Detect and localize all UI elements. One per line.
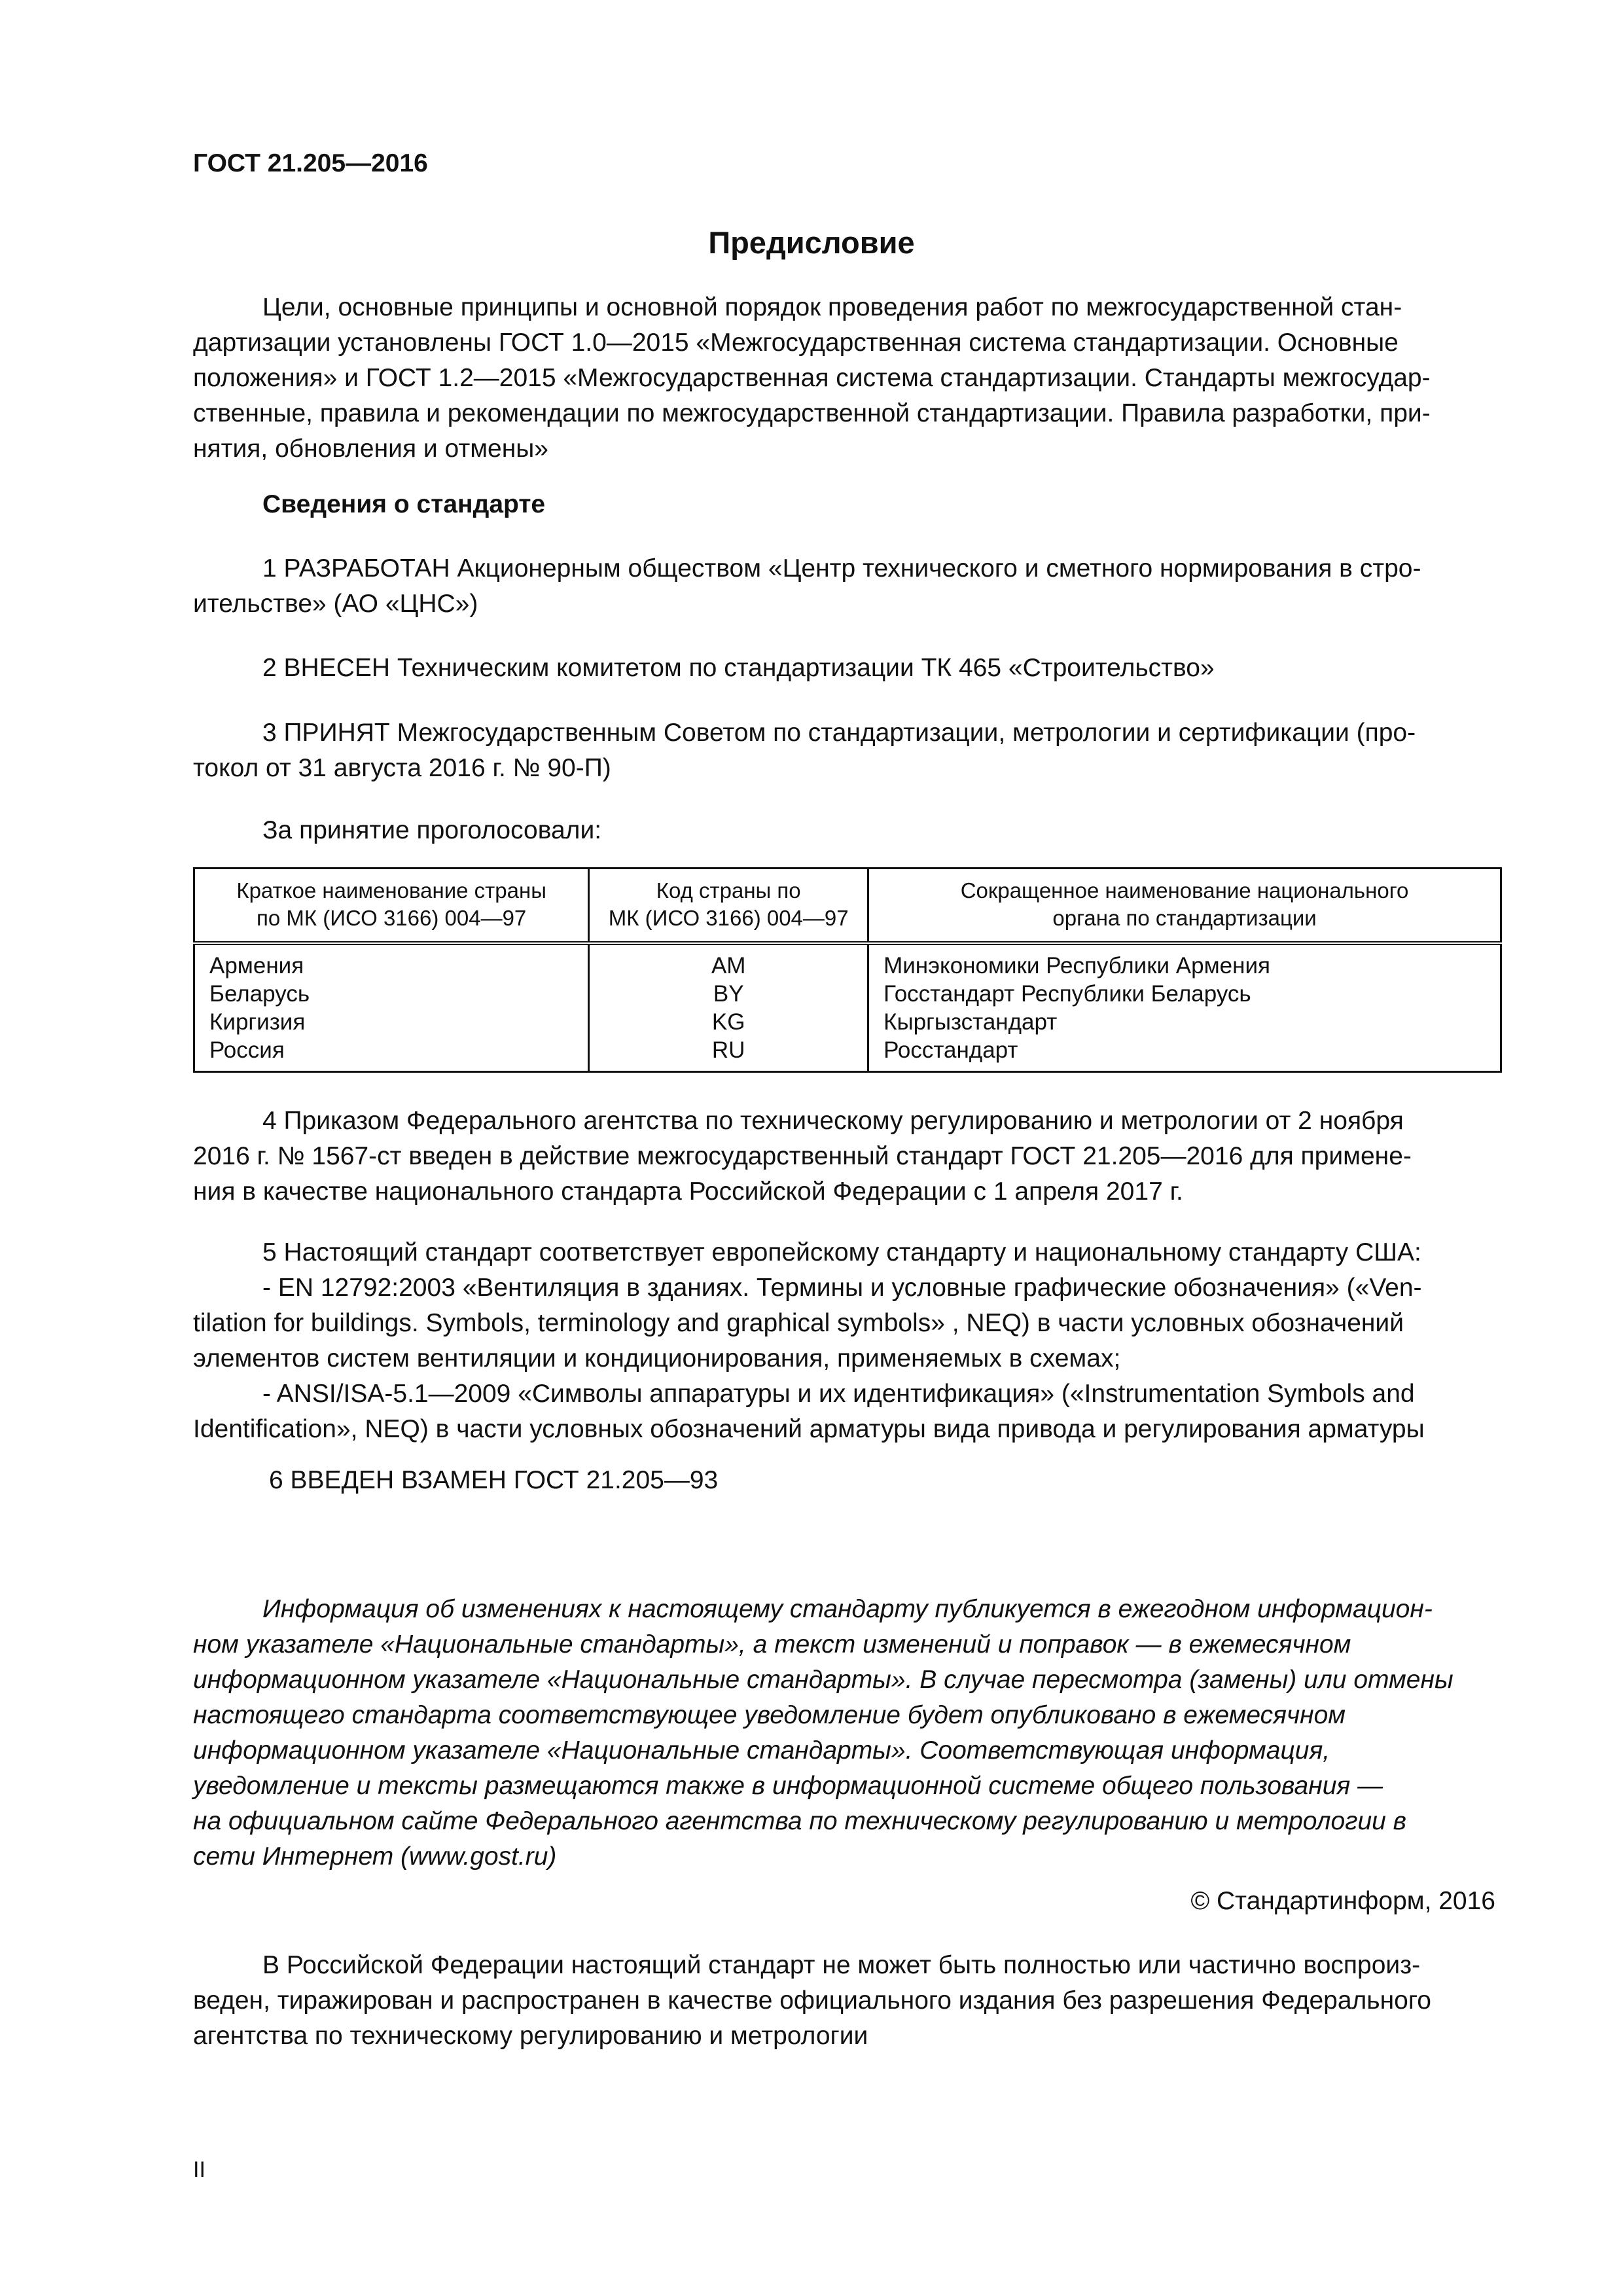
country-code: BY — [713, 981, 744, 1007]
changes-notice — [193, 1592, 1495, 1874]
notice-line: ном указателе «Национальные стандарты», а текст изменений и поправок — в ежемесячном — [193, 1630, 1351, 1659]
intro-line: положения» и ГОСТ 1.2—2015 «Межгосударственная система стандартизации. Стандарты межгосудар- — [193, 364, 1431, 392]
item-5 — [193, 1235, 1495, 1447]
item-5-line: элементов систем вентиляции и кондиционирования, применяемых в схемах; — [193, 1344, 1121, 1372]
item-4-line: 4 Приказом Федерального агентства по техническому регулированию и метрологии от 2 ноября — [262, 1107, 1404, 1135]
page-title: Предисловие — [708, 225, 915, 260]
standard-code-header: ГОСТ 21.205—2016 — [193, 149, 428, 177]
standards-body: Минэкономики Республики Армения — [883, 953, 1270, 978]
intro-line: нятия, обновления и отмены» — [193, 435, 548, 463]
country-code: AM — [711, 953, 746, 978]
standards-body: Росстандарт — [883, 1037, 1018, 1063]
item-4-line: 2016 г. № 1567-ст введен в действие межгосударственный стандарт ГОСТ 21.205—2016 для примене- — [193, 1142, 1412, 1170]
item-5-line: - ANSI/ISA-5.1—2009 «Символы аппаратуры и их идентификация» («Instrumentation Symbols and — [262, 1380, 1415, 1408]
notice-line: настоящего стандарта соответствующее уведомление будет опубликовано в ежемесячном — [193, 1701, 1346, 1729]
country-codes-cell — [589, 943, 868, 1072]
item-3-line: токол от 31 августа 2016 г. № 90-П) — [193, 754, 611, 782]
item-5-line: 5 Настоящий стандарт соответствует европейскому стандарту и национальному стандарту США: — [262, 1238, 1421, 1266]
item-1 — [193, 551, 1495, 622]
voted-label: За принятие проголосовали: — [262, 816, 602, 844]
item-3-line: 3 ПРИНЯТ Межгосударственным Советом по стандартизации, метрологии и сертификации (про- — [262, 719, 1416, 747]
item-5-line: Identification», NEQ) в части условных обозначений арматуры вида привода и регулирования арматуры — [193, 1415, 1425, 1443]
item-4-line: ния в качестве национального стандарта Российской Федерации с 1 апреля 2017 г. — [193, 1177, 1183, 1206]
item-2: 2 ВНЕСЕН Техническим комитетом по стандартизации ТК 465 «Строительство» — [262, 654, 1215, 682]
intro-line: ственные, правила и рекомендации по межгосударственной стандартизации. Правила разработки, при- — [193, 399, 1431, 427]
rights-line: веден, тиражирован и распространен в качестве официального издания без разрешения Федерального — [193, 1986, 1431, 2015]
item-5-line: tilation for buildings. Symbols, terminology and graphical symbols» , NEQ) в части условных обозначений — [193, 1309, 1404, 1337]
item-1-line: ительстве» (АО «ЦНС») — [193, 590, 478, 618]
standards-bodies-cell — [868, 943, 1501, 1072]
standards-body: Кыргызстандарт — [883, 1009, 1058, 1035]
table-header-country: Краткое наименование страны по МК (ИСО 3166) 004—97 — [194, 869, 589, 944]
copyright: © Стандартинформ, 2016 — [1190, 1887, 1495, 1915]
item-3 — [193, 715, 1495, 786]
rights-line: агентства по техническому регулированию и метрологии — [193, 2022, 868, 2050]
voting-table — [193, 867, 1502, 1073]
notice-line: Информация об изменениях к настоящему стандарту публикуется в ежегодном информацион- — [262, 1595, 1433, 1623]
table-header-code: Код страны по МК (ИСО 3166) 004—97 — [589, 869, 868, 944]
intro-paragraph — [193, 290, 1495, 467]
notice-line: на официальном сайте Федерального агентства по техническому регулированию и метрологии в — [193, 1807, 1407, 1835]
intro-line: дартизации установлены ГОСТ 1.0—2015 «Межгосударственная система стандартизации. Основные — [193, 329, 1399, 357]
country-code: RU — [711, 1037, 745, 1063]
notice-line: информационном указателе «Национальные стандарты». Соответствующая информация, — [193, 1736, 1330, 1765]
standards-body: Госстандарт Республики Беларусь — [883, 981, 1251, 1007]
country-names-cell — [194, 943, 589, 1072]
item-5-line: - EN 12792:2003 «Вентиляция в зданиях. Термины и условные графические обозначения» («Ven- — [262, 1274, 1422, 1302]
item-1-line: 1 РАЗРАБОТАН Акционерным обществом «Центр технического и сметного нормирования в стро- — [262, 554, 1421, 583]
intro-line: Цели, основные принципы и основной порядок проведения работ по межгосударственной стан- — [262, 293, 1402, 321]
notice-line: информационном указателе «Национальные стандарты». В случае пересмотра (замены) или отмены — [193, 1666, 1454, 1694]
table-header-row — [194, 869, 1501, 944]
rights-line: В Российской Федерации настоящий стандарт не может быть полностью или частично воспроиз- — [262, 1951, 1421, 1979]
item-6: 6 ВВЕДЕН ВЗАМЕН ГОСТ 21.205—93 — [269, 1466, 719, 1494]
notice-line: уведомление и тексты размещаются также в информационной системе общего пользования — — [193, 1772, 1383, 1800]
table-row — [194, 943, 1501, 1072]
item-4 — [193, 1103, 1495, 1210]
table-header-body: Сокращенное наименование национального органа по стандартизации — [868, 869, 1501, 944]
country-name: Армения — [209, 953, 304, 978]
country-code: KG — [711, 1009, 745, 1035]
notice-line: сети Интернет (www.gost.ru) — [193, 1842, 557, 1871]
page-number: II — [193, 2157, 205, 2182]
country-name: Беларусь — [209, 981, 310, 1007]
country-name: Киргизия — [209, 1009, 306, 1035]
country-name: Россия — [209, 1037, 285, 1063]
info-heading: Сведения о стандарте — [262, 490, 546, 518]
rights-paragraph — [193, 1948, 1495, 2054]
